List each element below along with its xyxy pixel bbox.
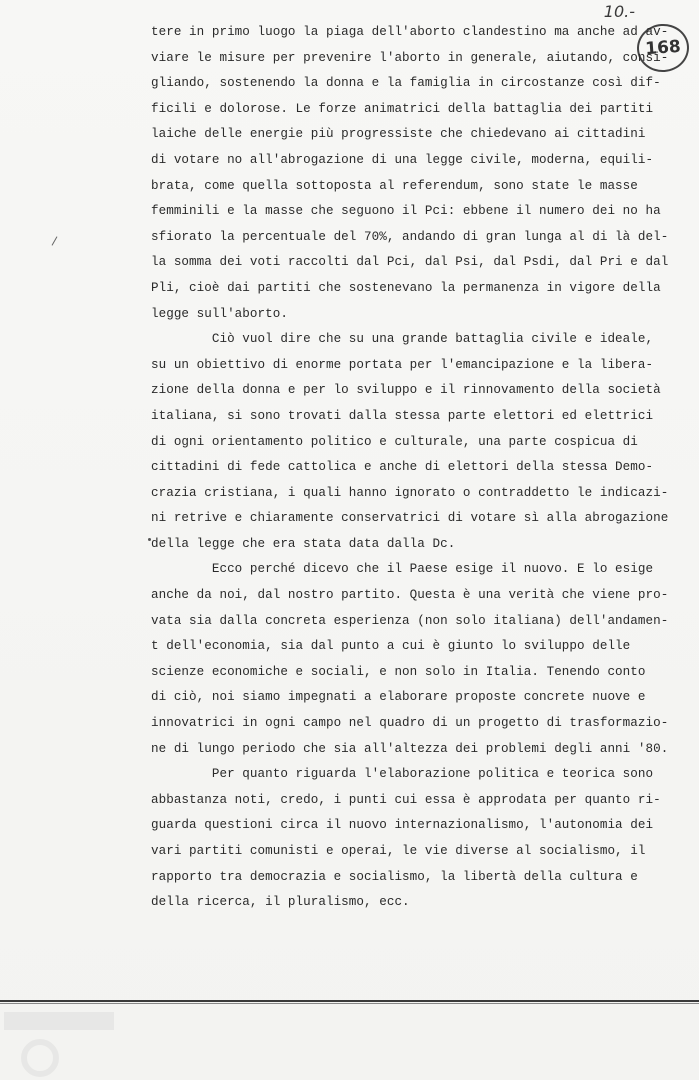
text-line: sfiorato la percentuale del 70%, andando di gran lunga al di là del- (151, 229, 669, 244)
text-line: ne di lungo periodo che sia all'altezza dei problemi degli anni '80. (151, 741, 669, 756)
text-line: anche da noi, dal nostro partito. Questa è una verità che viene pro- (151, 588, 669, 603)
text-line: scienze economiche e sociali, e non solo in Italia. Tenendo conto (151, 664, 646, 679)
text-line: legge sull'aborto. (151, 306, 288, 321)
margin-pencil-mark (52, 236, 58, 245)
text-line: vari partiti comunisti e operai, le vie diverse al socialismo, il (151, 844, 646, 858)
text-line: Per quanto riguarda l'elaborazione politica e teorica sono (151, 767, 654, 782)
margin-dot-mark (148, 538, 151, 541)
text-line: Ecco perché dicevo che il Paese esige il nuovo. E lo esige (151, 562, 654, 577)
text-line: vata sia dalla concreta esperienza (non solo italiana) dell'andamen- (151, 613, 669, 628)
text-line: tere in primo luogo la piaga dell'aborto clandestino ma anche ad av- (151, 25, 669, 39)
text-line: Pli, cioè dai partiti che sostenevano la permanenza in vigore della (151, 280, 661, 295)
text-line: abbastanza noti, credo, i punti cui essa è approdata per quanto ri- (151, 792, 661, 807)
text-line: guarda questioni circa il nuovo internazionalismo, l'autonomia dei (151, 818, 654, 833)
text-line: su un obiettivo di enorme portata per l'emancipazione e la libera- (151, 357, 654, 372)
bottom-divider-line (0, 1000, 699, 1002)
text-line: gliando, sostenendo la donna e la famiglia in circostanze così dif- (151, 76, 661, 91)
text-line: crazia cristiana, i quali hanno ignorato o contraddetto le indicazi- (151, 485, 669, 500)
text-line: femminili e la masse che seguono il Pci: ebbene il numero dei no ha (151, 204, 661, 219)
text-line: italiana, si sono trovati dalla stessa parte elettori ed elettrici (151, 408, 654, 423)
text-line: brata, come quella sottoposta al referendum, sono state le masse (151, 178, 638, 193)
text-line: della legge che era stata data dalla Dc. (151, 536, 456, 551)
text-line: di ciò, noi siamo impegnati a elaborare proposte concrete nuove e (151, 690, 646, 705)
text-line: ficili e dolorose. Le forze animatrici della battaglia dei partiti (151, 101, 654, 116)
text-line: di ogni orientamento politico e culturale, una parte cospicua di (151, 434, 638, 449)
archive-watermark-logo (0, 1004, 120, 1080)
circled-page-stamp: 168 (635, 22, 690, 74)
text-line: laiche delle energie più progressiste che chiedevano ai cittadini (151, 127, 646, 142)
text-line: rapporto tra democrazia e socialismo, la libertà della cultura e (151, 869, 638, 884)
text-line: t dell'economia, sia dal punto a cui è giunto lo sviluppo delle (151, 639, 631, 654)
text-line: ni retrive e chiaramente conservatrici di votare sì alla abrogazione (151, 511, 669, 526)
handwritten-page-number: 10.- (603, 2, 635, 21)
text-line: la somma dei voti raccolti dal Pci, dal Psi, dal Psdi, dal Pri e dal (151, 255, 669, 270)
text-line: zione della donna e per lo sviluppo e il rinnovamento della società (151, 383, 661, 398)
text-line: Ciò vuol dire che su una grande battaglia civile e ideale, (151, 332, 654, 347)
text-line: cittadini di fede cattolica e anche di elettori della stessa Demo- (151, 460, 654, 475)
text-line: di votare no all'abrogazione di una legge civile, moderna, equili- (151, 152, 654, 167)
text-line: innovatrici in ogni campo nel quadro di un progetto di trasformazio- (151, 716, 669, 731)
text-line: della ricerca, il pluralismo, ecc. (151, 895, 410, 910)
text-line: viare le misure per prevenire l'aborto in generale, aiutando, consi- (151, 50, 669, 65)
